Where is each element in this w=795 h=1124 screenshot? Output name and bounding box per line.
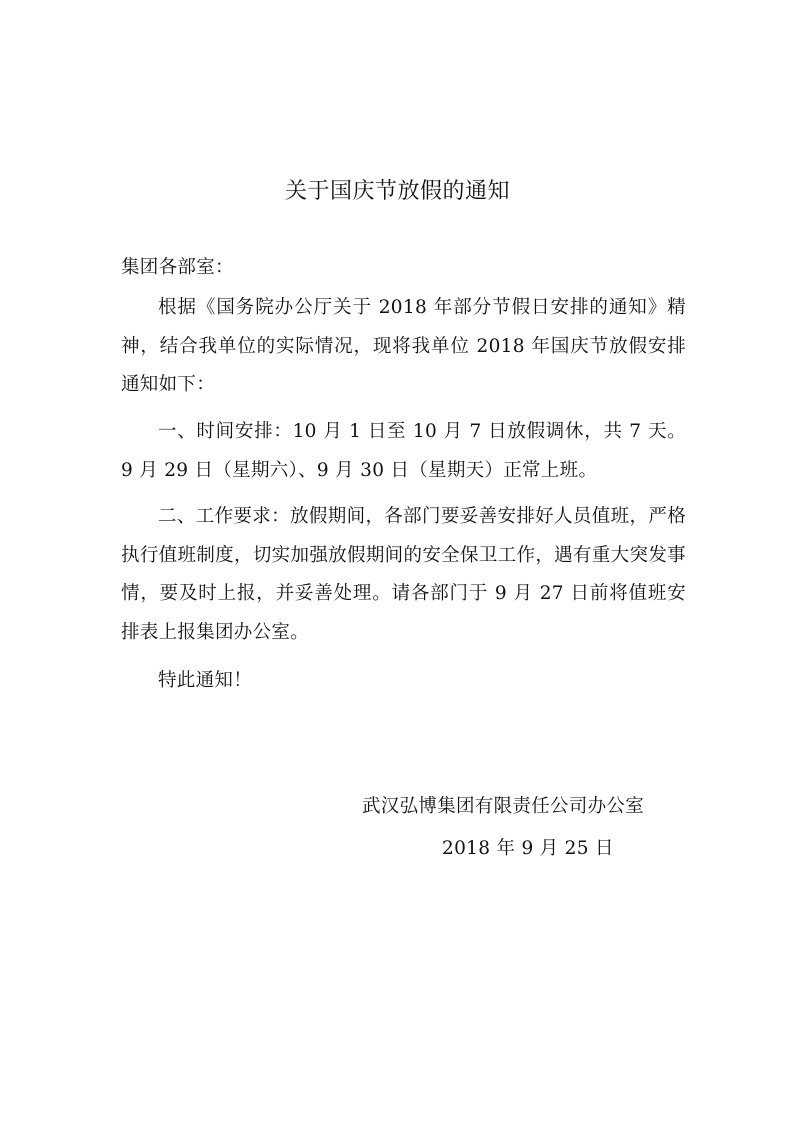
document-title: 关于国庆节放假的通知 [284, 179, 510, 204]
paragraph-text: 二、工作要求：放假期间，各部门要妥善安排好人员值班，严格执行值班制度，切实加强放假期间的安全保卫工作，遇有重大突发事情，要及时上报，并妥善处理。请各部门于 9 月 27 日前将值班安排表上报集团办公室。 [121, 506, 686, 643]
paragraph-text: 根据《国务院办公厅关于 2018 年部分节假日安排的通知》精神，结合我单位的实际情况，现将我单位 2018 年国庆节放假安排通知如下： [121, 297, 686, 395]
paragraph-text: 一、时间安排：10 月 1 日至 10 月 7 日放假调休，共 7 天。9 月 29 日（星期六）、9 月 30 日（星期天）正常上班。 [121, 421, 686, 481]
salutation: 集团各部室： [121, 257, 234, 278]
paragraph-schedule [121, 413, 686, 490]
paragraph-closing [121, 662, 686, 701]
signature-date: 2018 年 9 月 25 日 [442, 838, 614, 859]
signature-block [362, 788, 692, 868]
signature-organization: 武汉弘博集团有限责任公司办公室 [362, 796, 645, 817]
paragraph-text: 特此通知！ [158, 670, 253, 691]
paragraph-intro [121, 289, 686, 405]
paragraph-requirements [121, 498, 686, 652]
